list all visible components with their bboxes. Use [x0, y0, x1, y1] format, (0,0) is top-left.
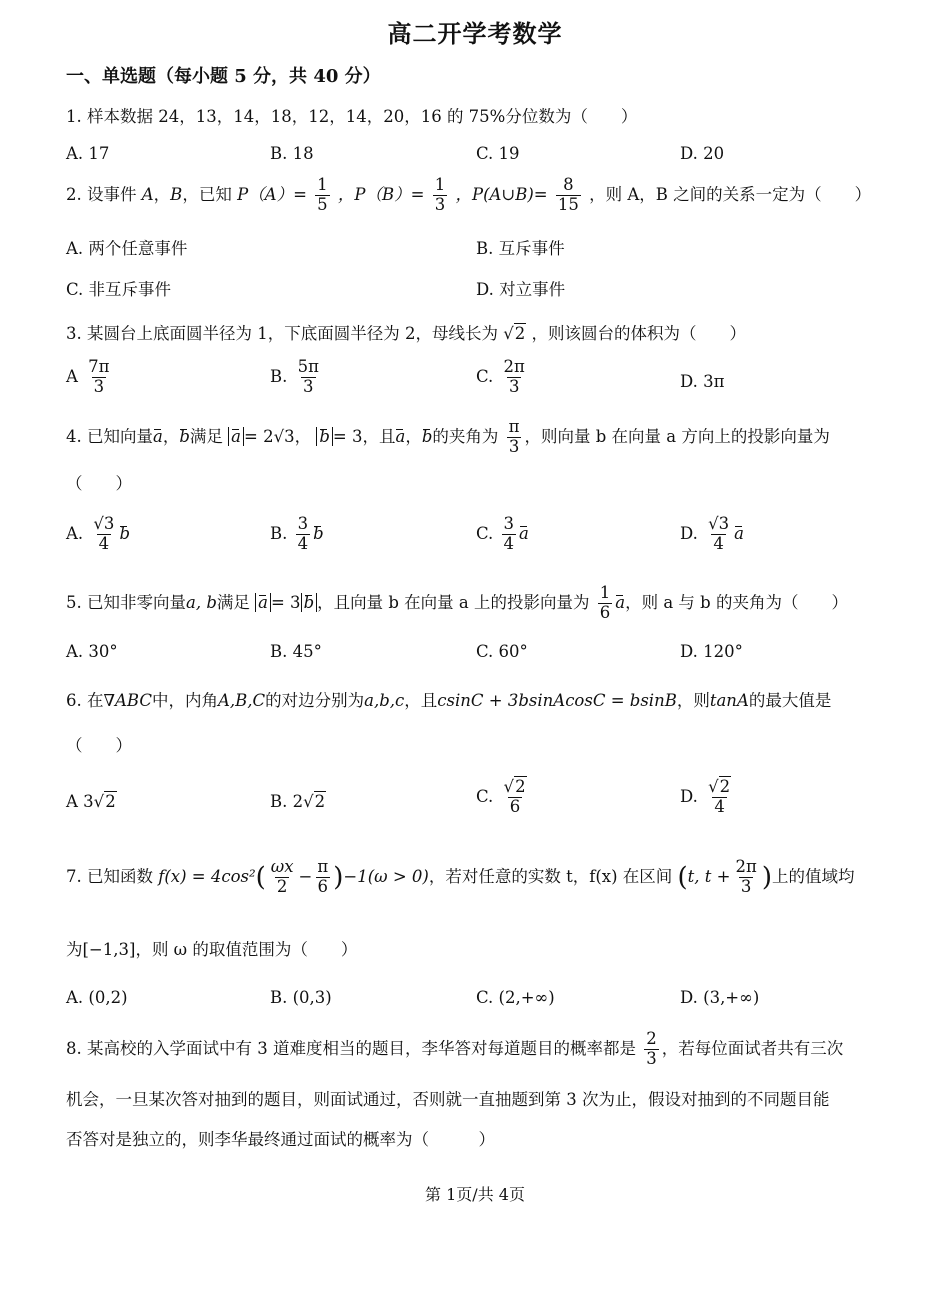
- question-6-text: 6. 在: [66, 691, 104, 710]
- denominator: 15: [557, 194, 579, 214]
- option-vector: b: [313, 523, 324, 543]
- event-a: A: [141, 184, 154, 204]
- question-5-tail: ，则 a 与 b 的夹角为（ ）: [625, 592, 848, 612]
- question-3-text: 3. 某圆台上底面圆半径为 1，下底面圆半径为 2，母线长为: [66, 324, 498, 343]
- denominator: 6: [317, 876, 329, 896]
- denominator: 3: [303, 376, 314, 396]
- option-vector: b: [119, 523, 130, 543]
- separator: ，: [162, 426, 180, 446]
- separator: ，: [405, 426, 422, 446]
- prob-a-label: P（A）=: [237, 184, 307, 204]
- option-label: C.: [476, 523, 494, 543]
- denominator: 3: [93, 376, 105, 396]
- question-8-text: 8. 某高校的入学面试中有 3 道难度相当的题目，李华答对每道题目的概率都是: [66, 1038, 636, 1058]
- option-label: D.: [680, 523, 698, 543]
- probability-fraction: [644, 1030, 659, 1069]
- question-6-mid1: 中，内角: [152, 691, 218, 710]
- radicand: 2: [719, 777, 731, 796]
- option-label: B.: [270, 366, 288, 386]
- radicand: 2: [515, 777, 526, 796]
- interval-start: t, t +: [687, 866, 731, 886]
- option-vector: a: [519, 523, 529, 543]
- question-1-stem: 1. 样本数据 24，13，14，18，12，14，20，16 的 75%分位数为（ ）: [66, 107, 638, 126]
- numerator: ωx: [270, 857, 294, 876]
- question-2-text: 2. 设事件: [66, 184, 137, 204]
- question-2-option-c: C. 非互斥事件: [66, 280, 172, 299]
- option-label: B.: [270, 523, 288, 543]
- denominator: 4: [503, 533, 515, 553]
- question-1-option-c: C. 19: [476, 144, 520, 163]
- option-label: A.: [66, 523, 84, 543]
- numerator: 2π: [503, 357, 525, 376]
- question-7-stem: [66, 858, 855, 897]
- function-tail: −1(ω > 0): [343, 866, 429, 886]
- omega-fraction: [269, 858, 296, 897]
- denominator: 3: [646, 1048, 657, 1068]
- question-2-known: ，已知: [182, 184, 232, 204]
- option-label: D.: [680, 372, 698, 391]
- question-6-mid2: 的对边分别为: [265, 691, 365, 710]
- option-fraction: [91, 515, 116, 554]
- question-7-tail: 上的值域均: [772, 866, 855, 886]
- sqrt-sign: √: [708, 777, 719, 796]
- option-label: C.: [476, 786, 494, 806]
- radicand: 2: [314, 792, 326, 811]
- numerator: 3: [297, 514, 309, 533]
- question-3-option-d: [680, 372, 724, 391]
- condition-text: 满足: [216, 592, 250, 612]
- sqrt-sign: √: [503, 777, 515, 796]
- option-coefficient: 2: [292, 792, 304, 811]
- question-8-line2: 机会，一旦某次答对抽到的题目，则面试通过，否则就一直抽题到第 3 次为止，假设对抽到的不同题目能: [66, 1090, 830, 1109]
- page-title: 高二开学考数学: [387, 19, 563, 48]
- denominator: 2: [276, 876, 288, 896]
- vector-b: b: [421, 426, 433, 446]
- numerator: √3: [708, 514, 730, 533]
- projection-fraction: [598, 584, 613, 623]
- option-label: D.: [680, 786, 698, 806]
- option-label: A: [66, 792, 78, 811]
- sqrt-sign: √: [303, 792, 314, 811]
- sqrt-sign: √: [503, 324, 514, 343]
- sqrt-expression: [504, 778, 527, 797]
- vector-a: a: [153, 426, 163, 446]
- question-2-option-b: B. 互斥事件: [476, 239, 565, 258]
- question-5-option-d: D. 120°: [680, 642, 743, 661]
- numerator: 1: [599, 583, 611, 602]
- question-4-option-a: [66, 515, 130, 554]
- question-7-option-a: A. (0,2): [66, 988, 128, 1007]
- vectors-a-b: a, b: [186, 592, 217, 612]
- option-label: A: [66, 366, 78, 386]
- option-fraction: [706, 515, 731, 554]
- angle-fraction: [507, 418, 522, 457]
- vector-a: a: [615, 592, 626, 612]
- vector-a: a: [231, 426, 241, 446]
- question-6-tail: 的最大值是: [748, 691, 832, 710]
- option-label: C.: [476, 366, 494, 386]
- sqrt-expression: [94, 792, 117, 811]
- denominator: 3: [740, 876, 752, 896]
- question-7-option-d: D. (3,+∞): [680, 988, 760, 1007]
- tan-a: tanA: [709, 691, 749, 710]
- numerator: [502, 778, 529, 797]
- denominator: 3: [508, 436, 520, 456]
- sqrt-sign: √: [93, 792, 105, 811]
- condition-text: 满足: [189, 426, 223, 446]
- question-7-option-c: C. (2,+∞): [476, 988, 555, 1007]
- question-5-text: 5. 已知非零向量: [66, 592, 186, 612]
- option-fraction: [502, 778, 529, 817]
- function-expression: f(x) = 4cos²: [158, 866, 256, 886]
- question-5-mid: ，且向量 b 在向量 a 上的投影向量为: [317, 592, 590, 612]
- magnitude-a: [255, 593, 271, 612]
- option-vector: a: [734, 523, 744, 543]
- magnitude-b-value: = 3: [332, 426, 363, 446]
- prob-union-label: ，P(A∪B)=: [455, 184, 548, 204]
- question-4-option-d: [680, 515, 744, 554]
- question-8-tail: ，若每位面试者共有三次: [661, 1038, 844, 1058]
- option-fraction: [296, 515, 311, 554]
- question-1-option-b: B. 18: [270, 144, 314, 163]
- sqrt-expression: [708, 778, 731, 797]
- question-5-option-a: A. 30°: [66, 642, 118, 661]
- question-6-mid4: ，则: [676, 691, 710, 710]
- magnitude-a-value: = 2√3: [244, 426, 295, 446]
- vector-b: b: [303, 592, 315, 612]
- vector-b: b: [179, 426, 190, 446]
- comma: ，: [153, 184, 171, 204]
- paren-open: (: [255, 862, 266, 893]
- question-2-tail: ，则 A，B 之间的关系一定为（ ）: [589, 184, 872, 204]
- question-6-paren: （ ）: [66, 736, 132, 755]
- section-heading: 一、单选题（每小题 5 分，共 40 分）: [66, 66, 381, 87]
- question-6-stem: [66, 687, 831, 711]
- question-3-stem: [66, 320, 746, 344]
- denominator: 5: [317, 194, 328, 214]
- question-7-line2: 为[−1,3]，则 ω 的取值范围为（ ）: [66, 940, 358, 959]
- sqrt-expression: [503, 324, 526, 343]
- question-3-option-a: [66, 358, 115, 397]
- question-6-option-a: [66, 792, 117, 811]
- question-6-option-b: [270, 792, 326, 811]
- numerator: 1: [317, 175, 328, 194]
- vector-a: a: [395, 426, 406, 446]
- prob-union-fraction: [556, 176, 581, 215]
- question-4-option-b: [270, 515, 324, 554]
- question-1-option-a: A. 17: [66, 144, 110, 163]
- question-4-stem: 4. 已知向量a，b满足 a = 2√3， b = 3，且a，b的夹角为 $\frac{\pi}{3}$ ，则向量 b 在向量 a 方向上的投影向量为: [66, 417, 830, 456]
- numerator: 7π: [88, 357, 110, 376]
- prob-b-fraction: [433, 176, 448, 215]
- and-text: ，且: [362, 426, 396, 446]
- question-7-mid: ，若对任意的实数 t，f(x) 在区间: [428, 866, 673, 886]
- angles-abc: A,B,C: [218, 691, 266, 710]
- question-3-tail: ，则该圆台的体积为（ ）: [531, 324, 746, 343]
- option-fraction: [706, 778, 733, 817]
- vector-b: b: [319, 426, 330, 446]
- magnitude-b: [316, 427, 333, 446]
- question-4-paren: （ ）: [66, 474, 132, 493]
- interval-open: (: [677, 862, 688, 893]
- magnitude-relation: = 3: [270, 592, 301, 612]
- numerator: 2π: [735, 857, 757, 876]
- question-6-option-d: [680, 778, 736, 817]
- question-8-stem: [66, 1030, 843, 1069]
- magnitude-a: [228, 427, 244, 446]
- prob-a-fraction: [315, 176, 330, 215]
- interval-close: ): [761, 862, 772, 893]
- minus-sign: −: [298, 866, 313, 886]
- question-2-stem: [66, 176, 871, 215]
- numerator: 2: [646, 1029, 657, 1048]
- option-fraction: [296, 358, 321, 397]
- numerator: 5π: [297, 357, 319, 376]
- option-fraction: [86, 358, 111, 397]
- page-footer: 第 1页/共 4页: [425, 1185, 525, 1204]
- option-label: B.: [270, 792, 288, 811]
- numerator: 3: [503, 514, 515, 533]
- numerator: 8: [563, 175, 574, 194]
- question-3-option-b: [270, 358, 324, 397]
- denominator: 4: [713, 533, 724, 553]
- question-2-option-d: D. 对立事件: [476, 280, 566, 299]
- pi-fraction: [315, 858, 330, 897]
- denominator: 4: [714, 796, 725, 816]
- radicand: 2: [105, 792, 116, 811]
- sqrt-expression: [303, 792, 326, 811]
- option-value: 3π: [703, 372, 725, 391]
- event-b: B: [170, 184, 183, 204]
- paren-close: ): [333, 862, 344, 893]
- question-4-text: 4. 已知向量: [66, 426, 153, 446]
- numerator: 1: [434, 175, 446, 194]
- question-5-option-b: B. 45°: [270, 642, 322, 661]
- question-6-option-c: [476, 778, 532, 817]
- triangle-abc: ∇ABC: [103, 691, 152, 710]
- question-4-tail: ，则向量 b 在向量 a 方向上的投影向量为: [524, 426, 830, 446]
- question-8-line3: 否答对是独立的，则李华最终通过面试的概率为（ ）: [66, 1130, 495, 1149]
- vector-a: a: [258, 592, 268, 612]
- question-4-option-c: [476, 515, 529, 554]
- numerator: π: [317, 857, 329, 876]
- question-7-option-b: B. (0,3): [270, 988, 332, 1007]
- prob-b-label: ，P（B）=: [337, 184, 425, 204]
- denominator: 3: [434, 194, 446, 214]
- sides-abc: a,b,c: [364, 691, 405, 710]
- option-coefficient: 3: [83, 792, 94, 811]
- option-fraction: [502, 358, 527, 397]
- denominator: 6: [599, 602, 611, 622]
- question-3-option-c: [476, 358, 530, 397]
- angle-text: 的夹角为: [432, 426, 499, 446]
- interval-fraction: [734, 858, 759, 897]
- question-5-option-c: C. 60°: [476, 642, 528, 661]
- question-6-mid3: ，且: [404, 691, 438, 710]
- question-1-option-d: D. 20: [680, 144, 725, 163]
- denominator: 6: [509, 796, 521, 816]
- question-5-stem: [66, 584, 848, 623]
- option-fraction: [502, 515, 517, 554]
- question-7-text: 7. 已知函数: [66, 866, 153, 886]
- numerator: √3: [93, 514, 115, 533]
- denominator: 3: [508, 376, 520, 396]
- numerator: π: [508, 417, 520, 436]
- denominator: 4: [98, 533, 110, 553]
- question-2-option-a: A. 两个任意事件: [66, 239, 188, 258]
- radicand: 2: [514, 324, 526, 343]
- magnitude-b: [301, 593, 318, 612]
- trig-equation: csinC + 3bsinAcosC = bsinB: [437, 691, 677, 710]
- denominator: 4: [297, 533, 309, 553]
- numerator: [706, 778, 733, 797]
